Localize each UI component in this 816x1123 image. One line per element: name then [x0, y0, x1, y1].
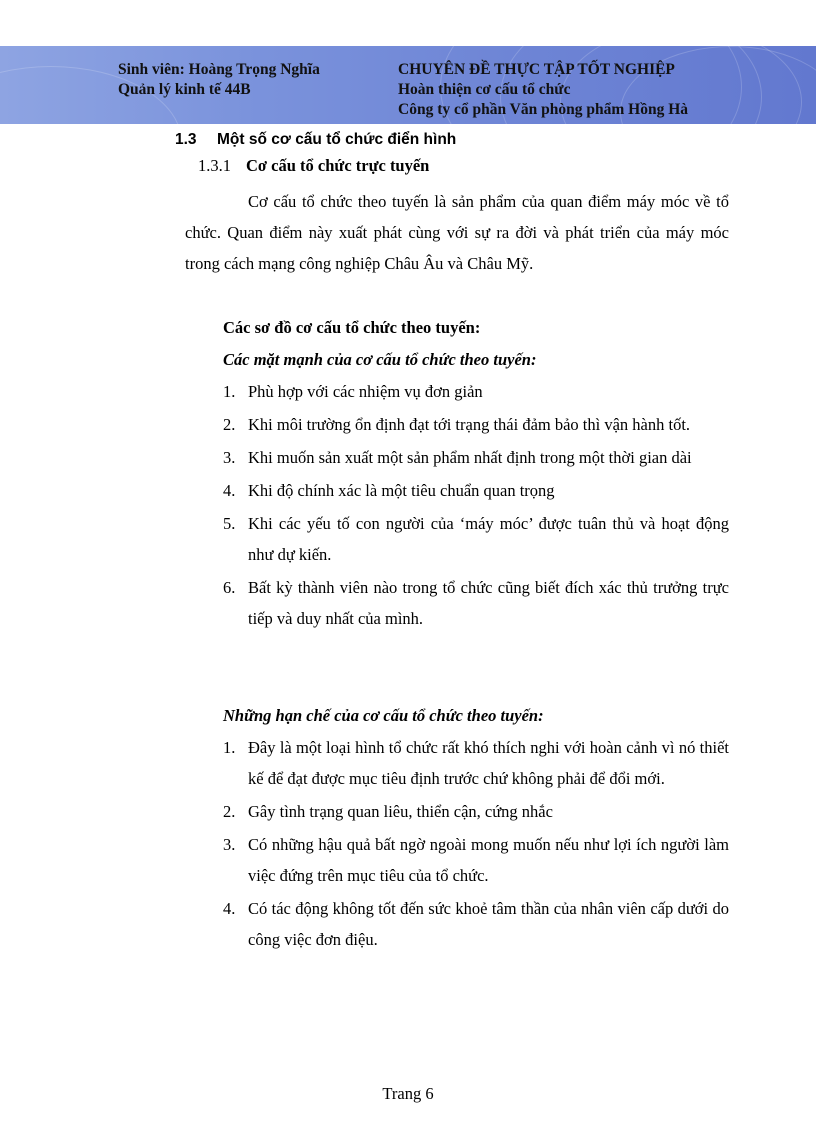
list-item: 2. Gây tình trạng quan liêu, thiển cận, cứng nhắc	[223, 802, 553, 821]
subsection-title: Cơ cấu tổ chức trực tuyến	[246, 156, 430, 175]
header-banner	[0, 46, 816, 124]
report-topic: Hoàn thiện cơ cấu tổ chức	[398, 81, 571, 98]
report-title: CHUYÊN ĐỀ THỰC TẬP TỐT NGHIỆP	[398, 61, 675, 78]
section-number: 1.3	[175, 131, 197, 148]
list-item: 3. Khi muốn sản xuất một sản phẩm nhất định trong một thời gian dài	[223, 448, 692, 467]
list-item: 4. Khi độ chính xác là một tiêu chuẩn quan trọng	[223, 481, 555, 500]
report-company: Công ty cổ phần Văn phòng phẩm Hồng Hà	[398, 101, 688, 118]
subsection-number: 1.3.1	[198, 156, 231, 175]
list-item: 2. Khi môi trường ổn định đạt tới trạng thái đảm bảo thì vận hành tốt.	[223, 415, 691, 434]
header-student-info	[118, 60, 320, 100]
list-item: 5. Khi các yếu tố con người của ‘máy móc’ được tuân thủ và hoạt động như dự kiến.	[223, 514, 729, 564]
limits-heading: Những hạn chế của cơ cấu tổ chức theo tuyến:	[223, 706, 544, 725]
section-heading	[175, 130, 456, 150]
student-class: Quản lý kinh tế 44B	[118, 81, 251, 98]
list-item: 1. Phù hợp với các nhiệm vụ đơn giản	[223, 382, 483, 401]
list-item: 3. Có những hậu quả bất ngờ ngoài mong muốn nếu như lợi ích người làm việc đứng trên mục tiêu của tổ chức.	[223, 835, 729, 885]
diagrams-heading: Các sơ đồ cơ cấu tổ chức theo tuyến:	[223, 318, 481, 337]
list-item: 6. Bất kỳ thành viên nào trong tổ chức cũng biết đích xác thủ trưởng trực tiếp và duy nhất của mình.	[223, 578, 729, 628]
student-name: Sinh viên: Hoàng Trọng Nghĩa	[118, 61, 320, 78]
strengths-list	[223, 376, 729, 636]
limits-list	[223, 732, 729, 957]
section-title: Một số cơ cấu tổ chức điển hình	[217, 131, 457, 148]
subsection-heading	[198, 156, 429, 176]
page-number: Trang 6	[382, 1084, 434, 1103]
header-report-info	[398, 60, 688, 120]
list-item: 1. Đây là một loại hình tổ chức rất khó thích nghi với hoàn cảnh vì nó thiết kế để đạt được mục tiêu định trước chứ không phải để đổi mới.	[223, 738, 729, 788]
strengths-heading: Các mặt mạnh của cơ cấu tổ chức theo tuyến:	[223, 350, 537, 369]
intro-paragraph: Cơ cấu tổ chức theo tuyến là sản phẩm của quan điểm máy móc về tổ chức. Quan điểm này xuất phát cùng với sự ra đời và phát triển của máy móc trong cách mạng công nghiệp Châu Âu và Châu Mỹ.	[185, 192, 729, 273]
list-item: 4. Có tác động không tốt đến sức khoẻ tâm thần của nhân viên cấp dưới do công việc đơn điệu.	[223, 899, 729, 949]
